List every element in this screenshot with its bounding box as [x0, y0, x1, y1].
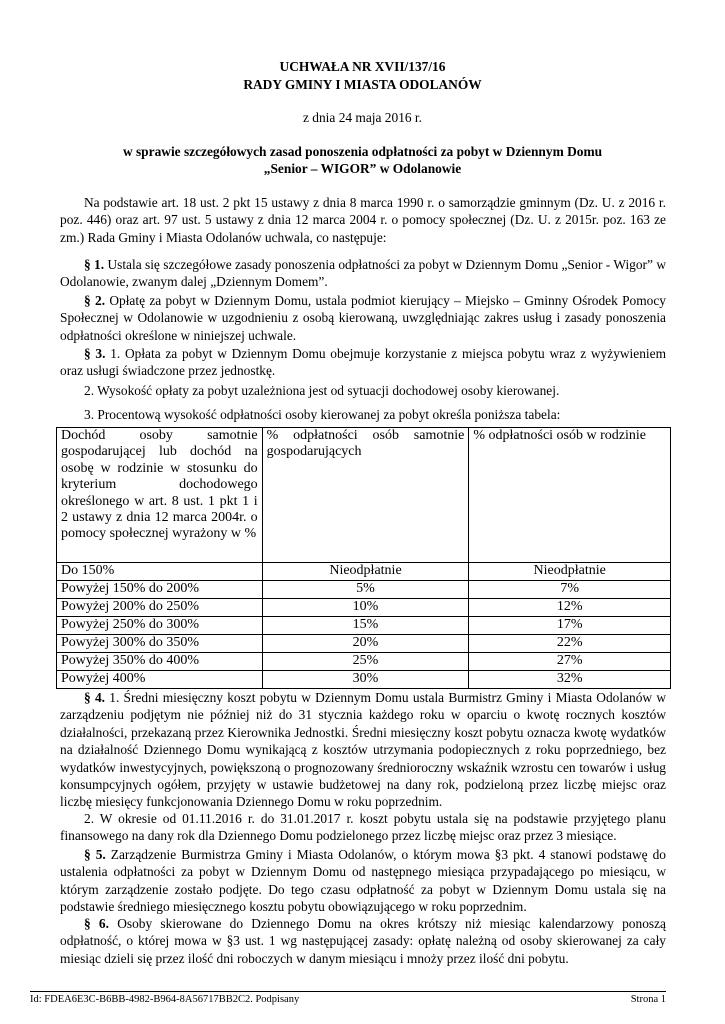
- section-4-label: § 4.: [84, 690, 105, 705]
- section-6: [60, 915, 666, 967]
- section-6-label: § 6.: [84, 916, 109, 931]
- row-income: Powyżej 250% do 300%: [57, 617, 263, 635]
- section-2: [60, 292, 666, 344]
- section-1: [60, 256, 666, 291]
- table-row: [57, 635, 671, 653]
- section-5: [60, 846, 666, 916]
- subject-line-1: w sprawie szczegółowych zasad ponoszenia odpłatności za pobyt w Dziennym Domu: [122, 144, 603, 159]
- header-family: % odpłatności osób w rodzinie: [469, 428, 671, 563]
- section-6-text: Osoby skierowane do Dziennego Domu na okres krótszy niż miesiąc kalendarzowy ponoszą odpłatność, o której mowa w §3 ust. 1 wg następującej zasady: opłatę należną od osoby skierowanej za cały miesiąc dzieli się przez ilość dni roboczych w danym miesiącu i mnoży przez ilość dni pobytu.: [60, 916, 666, 966]
- row-income: Powyżej 400%: [57, 671, 263, 689]
- section-3-text: 1. Opłata za pobyt w Dziennym Domu obejmuje korzystanie z miejsca pobytu wraz z wyżywieniem oraz usługi świadczone przez jednostkę.: [60, 346, 666, 379]
- row-family: 7%: [469, 581, 671, 599]
- table-header-row: [57, 428, 671, 563]
- section-1-label: § 1.: [84, 257, 105, 272]
- row-family: 12%: [469, 599, 671, 617]
- row-income: Do 150%: [57, 563, 263, 581]
- row-single: 15%: [262, 617, 469, 635]
- table-row: [57, 581, 671, 599]
- row-single: 10%: [262, 599, 469, 617]
- section-2-label: § 2.: [84, 293, 106, 308]
- row-single: 30%: [262, 671, 469, 689]
- document-id: Id: FDEA6E3C-B6BB-4982-B964-8A56717BB2C2. Podpisany: [30, 994, 300, 1005]
- row-single: Nieodpłatnie: [262, 563, 469, 581]
- row-single: 5%: [262, 581, 469, 599]
- row-income: Powyżej 150% do 200%: [57, 581, 263, 599]
- section-2-text: Opłatę za pobyt w Dziennym Domu, ustala podmiot kierujący – Miejsko – Gminny Ośrodek Pomocy Społecznej w Odolanowie w uzgodnieniu z osobą kierowaną, uwzględniając zakres usług i zasady ponoszenia odpłatności określone w niniejszej uchwale.: [60, 293, 666, 343]
- section-4-text: 1. Średni miesięczny koszt pobytu w Dziennym Domu ustala Burmistrz Gminy i Miasta Odolanów w zarządzeniu podjętym nie później niż do 31 stycznia każdego roku w oparciu o kwotę rocznych kosztów działalności, przekazaną przez Kierownika Jednostki. Średni miesięczny koszt pobytu oznacza kwotę wydatków na działalność Dziennego Domu wynikającą z kosztów utrzymania podopiecznych z roku poprzedniego, bez wydatków inwestycyjnych, powiększoną o prognozowany średnioroczny wskaźnik wzrostu cen towarów i usług konsumpcyjnych ogółem, przyjęty w ustawie budżetowej na dany rok, podzieloną przez liczbę miejsc oraz liczbę miesięcy funkcjonowania Dziennego Domu w roku poprzednim.: [60, 690, 666, 810]
- table-row: [57, 671, 671, 689]
- section-1-text: Ustala się szczegółowe zasady ponoszenia odpłatności za pobyt w Dziennym Domu „Senior - Wigor” w Odolanowie, zwanym dalej „Dziennym Domem”.: [60, 257, 666, 290]
- header-single: % odpłatności osób samotnie gospodarujących: [262, 428, 469, 563]
- section-3-label: § 3.: [84, 346, 106, 361]
- council-name: RADY GMINY I MIASTA ODOLANÓW: [243, 77, 482, 92]
- resolution-date: z dnia 24 maja 2016 r.: [303, 110, 422, 125]
- section-3: [60, 345, 666, 380]
- page-number: Strona 1: [630, 994, 666, 1005]
- row-single: 20%: [262, 635, 469, 653]
- section-5-text: Zarządzenie Burmistrza Gminy i Miasta Odolanów, o którym mowa §3 pkt. 4 stanowi podstawę do ustalenia odpłatności za pobyt w Dziennym Domu od następnego miesiąca przypadającego po miesiącu, w którym zarządzenie zostało podjęte. Do tego czasu odpłatność za pobyt w Dziennym Domu ustala się na podstawie średniego miesięcznego kosztu pobytu obowiązującego w roku poprzednim.: [60, 847, 666, 915]
- footer-divider: [30, 991, 666, 992]
- section-4: [60, 689, 666, 811]
- section-4-point-2: 2. W okresie od 01.11.2016 r. do 31.01.2017 r. koszt pobytu ustala się na podstawie przyjętego planu finansowego na dany rok dla Dziennego Domu podzielonego przez liczbę miejsc oraz przez 3 miesiące.: [60, 811, 666, 844]
- table-row: [57, 653, 671, 671]
- row-family: 17%: [469, 617, 671, 635]
- section-5-label: § 5.: [84, 847, 106, 862]
- row-family: 27%: [469, 653, 671, 671]
- row-single: 25%: [262, 653, 469, 671]
- section-3-point-3: 3. Procentową wysokość odpłatności osoby kierowanej za pobyt określa poniższa tabela:: [84, 407, 561, 422]
- header-income: Dochód osoby samotnie gospodarującej lub dochód na osobę w rodzinie w stosunku do kryterium dochodowego określonego w art. 8 ust. 1 pkt 1 i 2 ustawy z dnia 12 marca 2004r. o pomocy społecznej wyrażony w %: [57, 428, 263, 563]
- section-3-point-2: 2. Wysokość opłaty za pobyt uzależniona jest od sytuacji dochodowej osoby kierowanej.: [84, 383, 560, 398]
- row-family: Nieodpłatnie: [469, 563, 671, 581]
- row-income: Powyżej 350% do 400%: [57, 653, 263, 671]
- fee-table: [56, 427, 671, 689]
- row-family: 22%: [469, 635, 671, 653]
- row-income: Powyżej 200% do 250%: [57, 599, 263, 617]
- table-row: [57, 563, 671, 581]
- resolution-number: UCHWAŁA NR XVII/137/16: [279, 59, 446, 74]
- table-row: [57, 599, 671, 617]
- subject-line-2: „Senior – WIGOR” w Odolanowie: [263, 161, 462, 176]
- preamble: Na podstawie art. 18 ust. 2 pkt 15 ustawy z dnia 8 marca 1990 r. o samorządzie gminnym (Dz. U. z 2016 r. poz. 446) oraz art. 97 ust. 5 ustawy z dnia 12 marca 2004 r. o pomocy społecznej (Dz. U. z 2015r. poz. 163 ze zm.) Rada Gminy i Miasta Odolanów uchwala, co następuje:: [60, 195, 666, 245]
- row-income: Powyżej 300% do 350%: [57, 635, 263, 653]
- table-row: [57, 617, 671, 635]
- row-family: 32%: [469, 671, 671, 689]
